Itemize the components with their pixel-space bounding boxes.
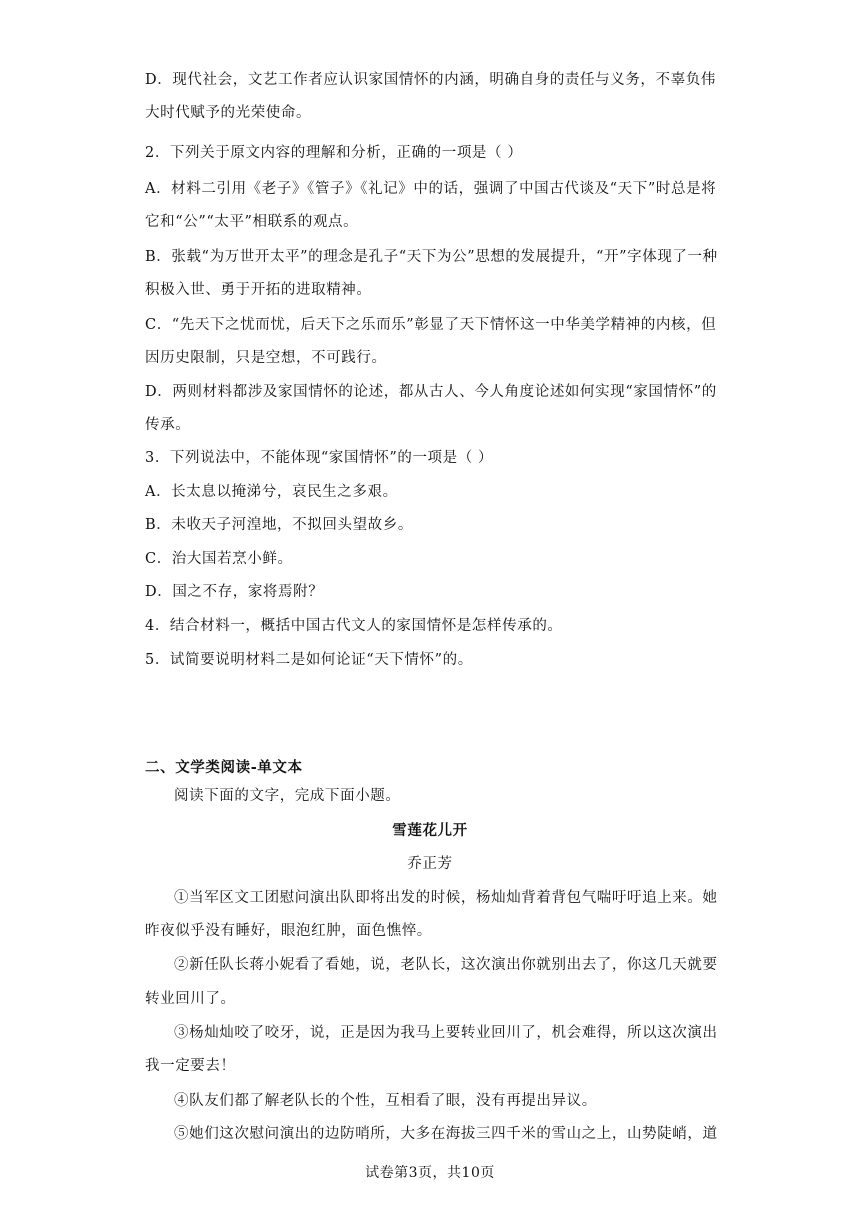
question-2: 2．下列关于原文内容的理解和分析，正确的一项是（ ） xyxy=(145,145,523,161)
paragraph-line: ⑤她们这次慰问演出的边防哨所，大多在海拔三四千米的雪山之上，山势陡峭，道 xyxy=(174,1126,718,1142)
passage-author: 乔正芳 xyxy=(407,856,453,872)
option-a: A．材料二引用《老子》《管子》《礼记》中的话，强调了中国古代谈及“天下”时总是将 xyxy=(145,181,717,197)
paragraph-line: ③杨灿灿咬了咬牙，说，正是因为我马上要转业回川了，机会难得，所以这次演出 xyxy=(174,1025,718,1041)
option-b: B．未收天子河湟地，不拟回头望故乡。 xyxy=(145,517,413,533)
text-line: 积极入世、勇于开拓的进取精神。 xyxy=(145,282,372,298)
paragraph-line: 转业回川了。 xyxy=(145,991,236,1007)
option-b: B．张载“为万世开太平”的理念是孔子“天下为公”思想的发展提升，“开”字体现了一种 xyxy=(145,249,718,265)
page-footer: 试卷第3页，共10页 xyxy=(365,1165,495,1181)
question-3: 3．下列说法中，不能体现“家国情怀”的一项是（ ） xyxy=(145,450,494,466)
option-c: C．治大国若烹小鲜。 xyxy=(145,551,293,567)
question-4: 4．结合材料一，概括中国古代文人的家国情怀是怎样传承的。 xyxy=(145,618,563,634)
question-5: 5．试简要说明材料二是如何论证“天下情怀”的。 xyxy=(145,652,473,668)
text-line: 传承。 xyxy=(145,417,191,433)
text-line: 因历史限制，只是空想，不可践行。 xyxy=(145,350,387,366)
passage-title: 雪莲花儿开 xyxy=(392,822,468,839)
paragraph-line: 我一定要去！ xyxy=(145,1058,236,1074)
section-heading: 二、文学类阅读-单文本 xyxy=(145,759,303,776)
text-line: 它和“公”“太平”相联系的观点。 xyxy=(145,214,359,230)
paragraph-line: ④队友们都了解老队长的个性，互相看了眼，没有再提出异议。 xyxy=(174,1093,597,1109)
option-c: C．“先天下之忧而忧，后天下之乐而乐”彰显了天下情怀这一中华美学精神的内核，但 xyxy=(145,317,717,333)
option-d: D．国之不存，家将焉附？ xyxy=(145,584,324,600)
paragraph-line: ②新任队长蒋小妮看了看她，说，老队长，这次演出你就别出去了，你这几天就要 xyxy=(174,957,718,973)
paragraph-line: ①当军区文工团慰问演出队即将出发的时候，杨灿灿背着背包气喘吁吁追上来。她 xyxy=(174,890,718,906)
text-line: D．现代社会，文艺工作者应认识家国情怀的内涵，明确自身的责任与义务，不辜负伟 xyxy=(145,72,716,88)
option-a: A．长太息以掩涕兮，哀民生之多艰。 xyxy=(145,484,398,500)
text-line: 大时代赋予的光荣使命。 xyxy=(145,105,312,121)
section-instruction: 阅读下面的文字，完成下面小题。 xyxy=(174,788,401,804)
option-d: D．两则材料都涉及家国情怀的论述，都从古人、今人角度论述如何实现“家国情怀”的 xyxy=(145,384,717,400)
paragraph-line: 昨夜似乎没有睡好，眼泡红肿，面色憔悴。 xyxy=(145,923,432,939)
